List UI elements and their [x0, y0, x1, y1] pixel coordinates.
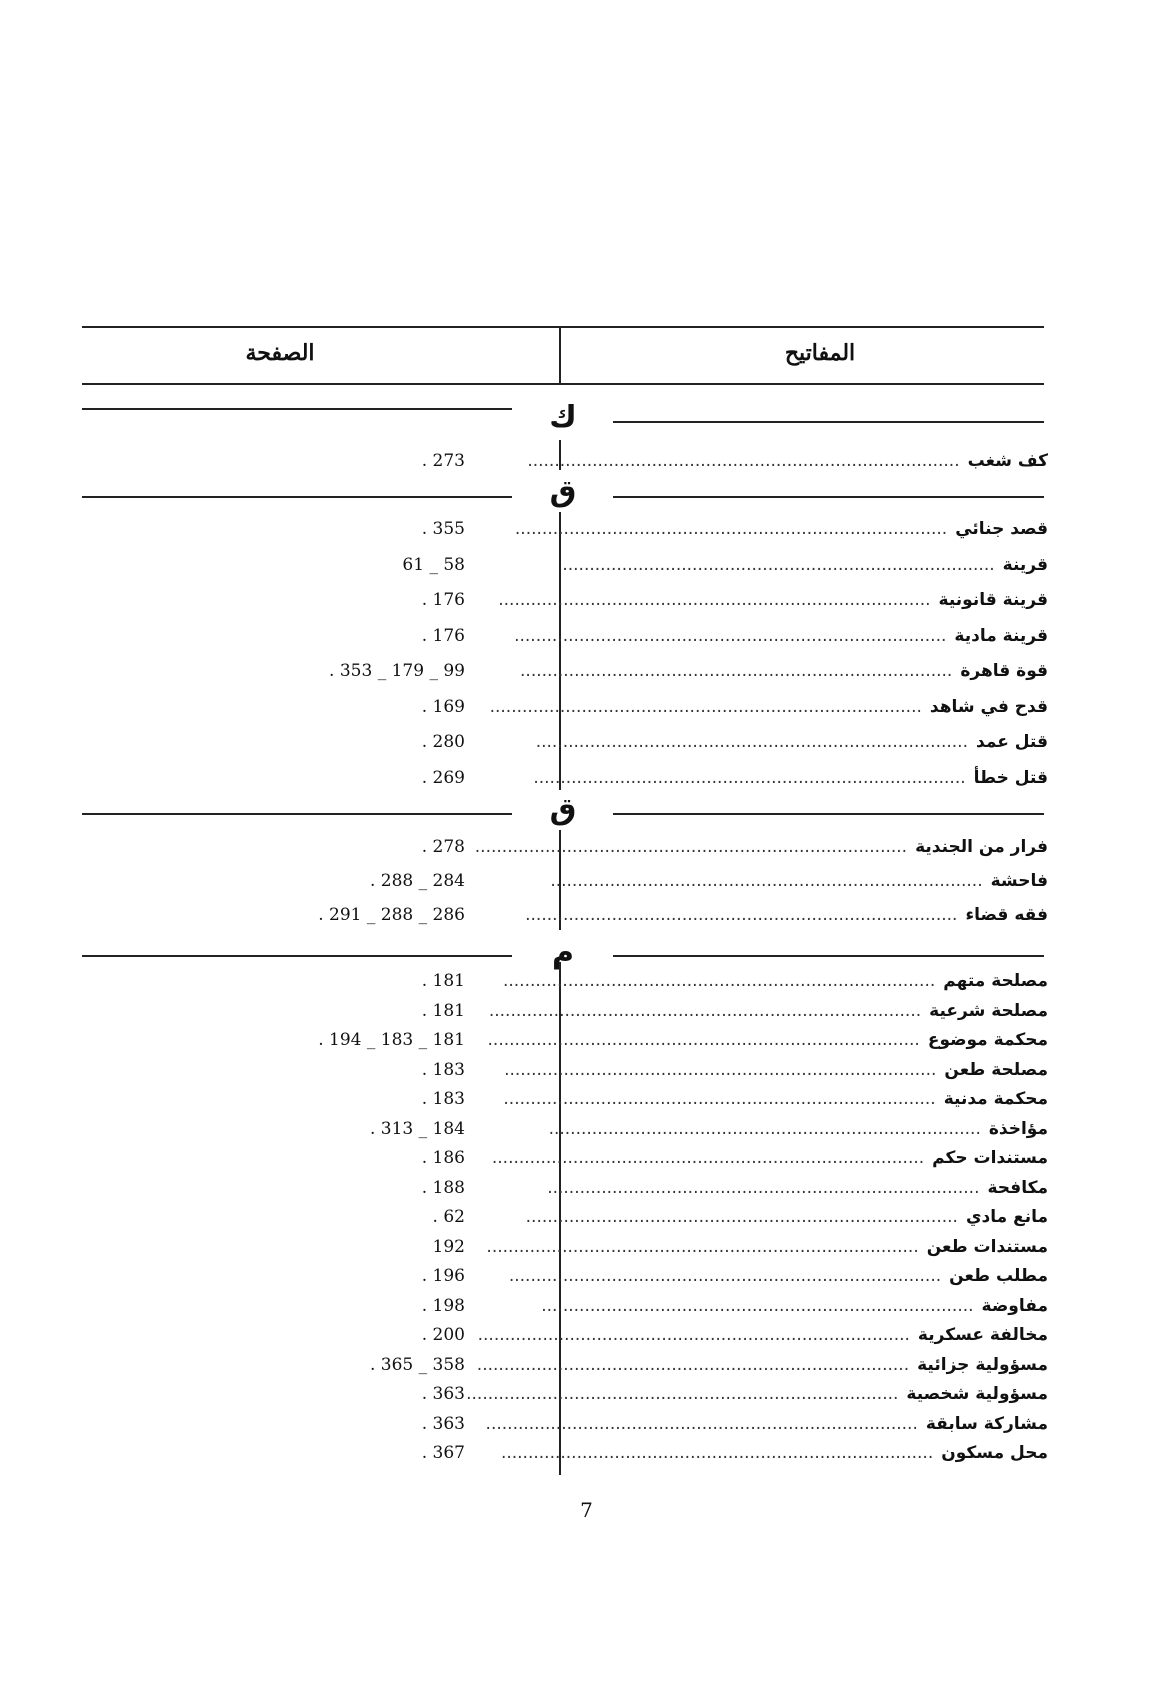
- term-text: مستندات طعن: [926, 1236, 1048, 1257]
- leader-dots: ................................................................................: [547, 1177, 980, 1198]
- index-term: [535, 728, 1048, 756]
- index-term: [477, 1321, 1048, 1349]
- section-rule-right: [613, 496, 1044, 498]
- leader-dots: ................................................................................: [514, 519, 948, 539]
- section-rule-right: [613, 813, 1044, 815]
- index-term: [487, 1026, 1048, 1054]
- section-rule-left: [82, 496, 512, 498]
- term-text: مطلب طعن: [949, 1266, 1048, 1286]
- index-term: [488, 997, 1048, 1025]
- leader-dots: ................................................................................: [491, 1148, 925, 1168]
- page-refs: . 273: [421, 451, 465, 471]
- leader-dots: ................................................................................: [486, 1236, 919, 1257]
- term-text: مسؤولية شخصية: [906, 1384, 1048, 1404]
- leader-dots: ................................................................................: [485, 1413, 918, 1434]
- index-term: [474, 833, 1048, 861]
- page-refs: . 196: [421, 1266, 465, 1286]
- term-text: محكمة مدنية: [943, 1089, 1048, 1109]
- term-text: مصلحة متهم: [943, 971, 1048, 991]
- index-term: [503, 1085, 1048, 1113]
- section-rule-right: [613, 955, 1044, 957]
- section-rule-left: [82, 955, 512, 957]
- index-term: [508, 1262, 1048, 1290]
- header-divider: [559, 328, 561, 383]
- term-text: مصلحة طعن: [944, 1059, 1048, 1080]
- term-text: كف شغب: [967, 451, 1048, 471]
- leader-dots: ................................................................................: [498, 590, 931, 610]
- term-text: قصد جنائي: [955, 519, 1048, 539]
- leader-dots: ................................................................................: [527, 451, 960, 471]
- page-refs: . 183: [421, 1059, 465, 1080]
- index-term: [550, 867, 1048, 895]
- page-refs: . 62: [432, 1207, 465, 1227]
- header-bottom-rule: [82, 383, 1044, 385]
- index-term: [504, 1056, 1048, 1084]
- page-refs: 192: [432, 1236, 465, 1257]
- index-term: [514, 515, 1048, 543]
- page-refs: . 365 _ 358: [369, 1354, 465, 1375]
- leader-dots: ................................................................................: [541, 1295, 974, 1316]
- term-text: قدح في شاهد: [929, 696, 1048, 717]
- leader-dots: ................................................................................: [500, 1443, 934, 1463]
- leader-dots: ................................................................................: [487, 1030, 920, 1050]
- term-text: مستندات حكم: [932, 1148, 1048, 1168]
- index-term: [489, 693, 1048, 721]
- leader-dots: ................................................................................: [477, 1325, 910, 1345]
- term-text: قتل عمد: [976, 732, 1048, 752]
- page-refs: . 291 _ 288 _ 286: [318, 905, 465, 925]
- index-term: [466, 1380, 1048, 1408]
- term-text: مسؤولية جزائية: [917, 1354, 1048, 1375]
- term-text: محكمة موضوع: [927, 1030, 1048, 1050]
- term-text: قتل خطأ: [973, 767, 1048, 788]
- term-text: مشاركة سابقة: [925, 1413, 1048, 1434]
- term-text: فقه قضاء: [965, 905, 1048, 925]
- index-term: [502, 967, 1048, 995]
- page-refs: . 367: [421, 1443, 465, 1463]
- term-text: مخالفة عسكرية: [917, 1325, 1048, 1345]
- page-refs: . 353 _ 179 _ 99: [329, 661, 465, 681]
- leader-dots: ................................................................................: [504, 1059, 937, 1080]
- page-refs: . 169: [421, 696, 465, 717]
- page-refs: . 181: [421, 1000, 465, 1021]
- leader-dots: ................................................................................: [514, 625, 947, 646]
- index-term: [476, 1351, 1048, 1379]
- leader-dots: ................................................................................: [474, 837, 908, 857]
- leader-dots: ................................................................................: [476, 1354, 910, 1375]
- leader-dots: ................................................................................: [548, 1118, 981, 1139]
- leader-dots: ................................................................................: [508, 1266, 942, 1286]
- leader-dots: ................................................................................: [550, 871, 983, 891]
- index-term: [525, 1203, 1048, 1231]
- term-text: قرينة مادية: [954, 625, 1048, 646]
- leader-dots: ................................................................................: [520, 661, 953, 681]
- term-text: مكافحة: [987, 1177, 1048, 1198]
- index-term: [498, 586, 1048, 614]
- leader-dots: ................................................................................: [502, 971, 936, 991]
- leader-dots: ................................................................................: [525, 905, 958, 925]
- page-refs: . 363: [421, 1413, 465, 1434]
- index-term: [541, 1292, 1048, 1320]
- page-refs: . 355: [421, 519, 465, 539]
- index-term: [527, 447, 1048, 475]
- section-rule-left: [82, 408, 512, 410]
- leader-dots: ................................................................................: [489, 696, 922, 717]
- index-term: [520, 657, 1048, 685]
- leader-dots: ................................................................................: [525, 1207, 958, 1227]
- index-term: [500, 1439, 1048, 1467]
- index-term: [548, 1115, 1048, 1143]
- index-term: [525, 901, 1048, 929]
- term-text: مؤاخذة: [988, 1118, 1048, 1139]
- term-text: محل مسكون: [941, 1443, 1048, 1463]
- page-refs: . 186: [421, 1148, 465, 1168]
- column-header-keys: المفاتيح: [784, 340, 856, 366]
- page-refs: . 278: [421, 837, 465, 857]
- page-refs: . 188: [421, 1177, 465, 1198]
- section-letter: ك: [549, 400, 577, 435]
- term-text: مصلحة شرعية: [929, 1000, 1048, 1021]
- term-text: قرينة قانونية: [938, 590, 1048, 610]
- page-refs: . 363: [421, 1384, 465, 1404]
- top-rule: [82, 326, 1044, 328]
- index-term: [533, 764, 1048, 792]
- term-text: مانع مادي: [965, 1207, 1048, 1227]
- leader-dots: ................................................................................: [535, 732, 968, 752]
- page-refs: . 194 _ 183 _ 181: [318, 1030, 465, 1050]
- section-letter: م: [552, 935, 574, 970]
- page-refs: . 313 _ 184: [369, 1118, 465, 1139]
- index-term: [486, 1233, 1048, 1261]
- section-letter: ق: [549, 792, 577, 827]
- page-refs: . 200: [421, 1325, 465, 1345]
- page-refs: . 183: [421, 1089, 465, 1109]
- page-refs: . 269: [421, 767, 465, 788]
- term-text: مفاوضة: [981, 1295, 1048, 1316]
- page-refs: . 176: [421, 590, 465, 610]
- term-text: فرار من الجندية: [915, 837, 1048, 857]
- page-refs: 61 _ 58: [402, 554, 465, 575]
- index-term: [547, 1174, 1048, 1202]
- term-text: قرينة: [1002, 554, 1048, 575]
- page-refs: . 280: [421, 732, 465, 752]
- index-term: [514, 622, 1048, 650]
- index-term: [562, 551, 1048, 579]
- index-term: [485, 1410, 1048, 1438]
- page-refs: . 288 _ 284: [369, 871, 465, 891]
- leader-dots: ................................................................................: [503, 1089, 936, 1109]
- leader-dots: ................................................................................: [466, 1384, 899, 1404]
- section-letter: ق: [549, 474, 577, 509]
- leader-dots: ................................................................................: [562, 554, 995, 575]
- page-refs: . 181: [421, 971, 465, 991]
- section-rule-left: [82, 813, 512, 815]
- section-rule-right: [613, 421, 1044, 423]
- leader-dots: ................................................................................: [533, 767, 966, 788]
- page-refs: . 176: [421, 625, 465, 646]
- term-text: فاحشة: [990, 871, 1048, 891]
- index-term: [491, 1144, 1048, 1172]
- leader-dots: ................................................................................: [488, 1000, 922, 1021]
- page-number: 7: [580, 1498, 593, 1522]
- column-header-page: الصفحة: [245, 340, 315, 366]
- page-refs: . 198: [421, 1295, 465, 1316]
- term-text: قوة قاهرة: [960, 661, 1048, 681]
